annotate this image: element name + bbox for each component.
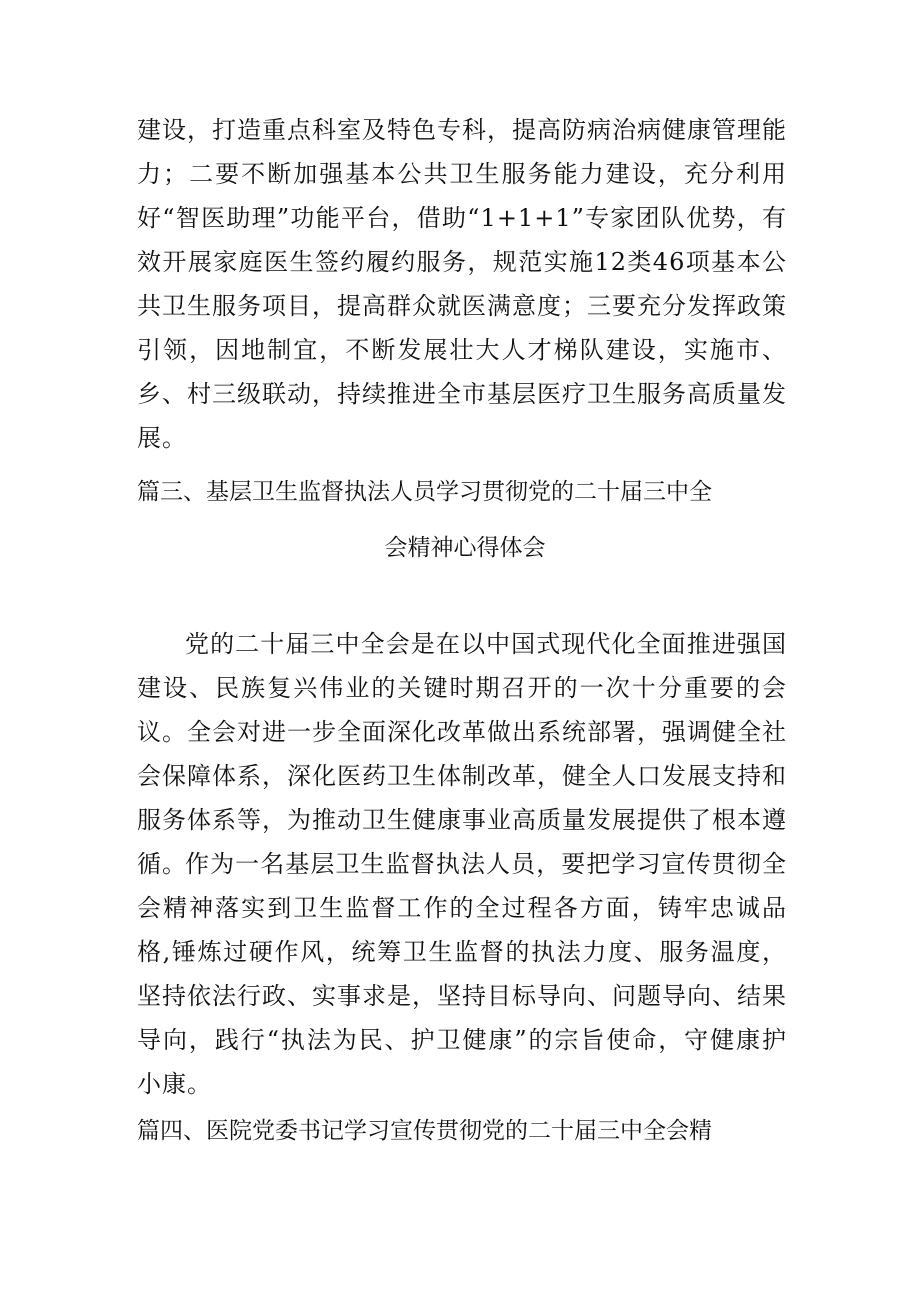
body-paragraph-2: 作为一名基层卫生监督执法人员，要把学习宣传贯彻全会精神落实到卫生监督工作的全过程各方面，铸牢忠诚品格,锤炼过硬作风，统筹卫生监督的执法力度、服务温度，坚持依法行政、实事求是，坚持目标导向、问题导向、结果导向，践行“执法为民、护卫健康”的宗旨使命，守健康护小康。 — [137, 850, 787, 1098]
section-heading-4-line-1: 篇四、医院党委书记学习宣传贯彻党的二十届三中全会精 — [137, 1118, 712, 1144]
section-heading-3-line-1: 篇三、基层卫生监督执法人员学习贯彻党的二十届三中全 — [137, 479, 712, 505]
body-paragraph-1: 党的二十届三中全会是在以中国式现代化全面推进强国建设、民族复兴伟业的关键时期召开的一次十分重要的会议。全会对进一步全面深化改革做出系统部署，强调健全社会保障体系，深化医药卫生体制改革，健全人口发展支持和服务体系等，为推动卫生健康事业高质量发展提供了根本遵循。 — [137, 630, 787, 878]
continued-paragraph: 建设，打造重点科室及特色专科，提高防病治病健康管理能力；二要不断加强基本公共卫生服务能力建设，充分利用好“智医助理”功能平台，借助“1+1+1”专家团队优势，有效开展家庭医生签约履约服务，规范实施12类46项基本公共卫生服务项目，提高群众就医满意度；三要充分发挥政策引领，因地制宜，不断发展壮大人才梯队建设，实施市、乡、村三级联动，持续推进全市基层医疗卫生服务高质量发展。 — [137, 116, 787, 452]
section-heading-3-line-2: 会精神心得体会 — [384, 535, 546, 561]
